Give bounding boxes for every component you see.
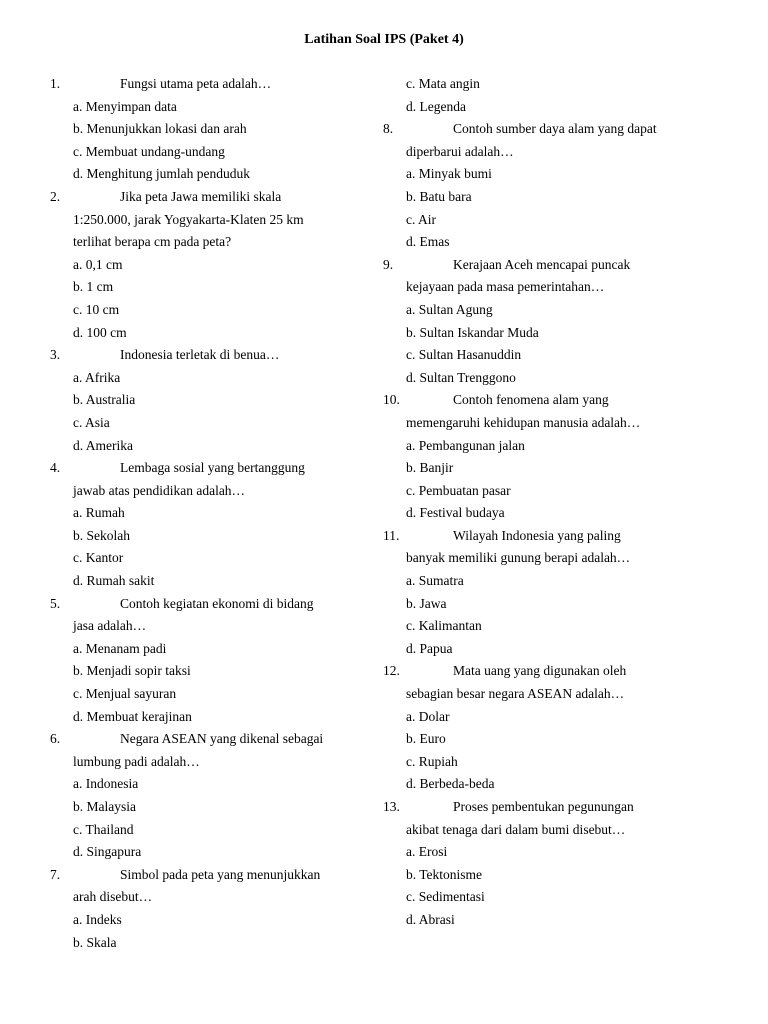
left-column bbox=[50, 74, 370, 955]
question-line bbox=[383, 255, 703, 278]
answer-option: c. Kantor bbox=[73, 550, 124, 566]
answer-option: d. Rumah sakit bbox=[73, 573, 155, 589]
answer-option: b. 1 cm bbox=[73, 279, 114, 295]
answer-option: d. Sultan Trenggono bbox=[406, 369, 516, 385]
answer-option: d. Menghitung jumlah penduduk bbox=[73, 166, 250, 182]
question-text: Contoh sumber daya alam yang dapat bbox=[453, 121, 657, 137]
answer-option: c. Kalimantan bbox=[406, 618, 482, 634]
answer-option: d. Legenda bbox=[406, 98, 466, 114]
answer-option: b. Euro bbox=[406, 731, 446, 747]
question-line bbox=[50, 729, 370, 752]
question-continuation: memengaruhi kehidupan manusia adalah… bbox=[406, 414, 641, 430]
answer-option: a. 0,1 cm bbox=[73, 256, 123, 272]
answer-option: d. Papua bbox=[406, 640, 453, 656]
question-text: Negara ASEAN yang dikenal sebagai bbox=[120, 731, 324, 747]
answer-option: c. Sultan Hasanuddin bbox=[406, 347, 522, 363]
answer-option: c. Thailand bbox=[73, 821, 134, 837]
answer-option: b. Menjadi sopir taksi bbox=[73, 663, 191, 679]
answer-option: d. Emas bbox=[406, 234, 450, 250]
answer-option: d. Festival budaya bbox=[406, 505, 505, 521]
question-line bbox=[383, 119, 703, 142]
answer-option: b. Menunjukkan lokasi dan arah bbox=[73, 121, 247, 137]
question-number: 10. bbox=[383, 392, 400, 408]
question-continuation: jasa adalah… bbox=[73, 618, 147, 634]
question-text: Kerajaan Aceh mencapai puncak bbox=[453, 256, 631, 272]
answer-option: d. Berbeda-beda bbox=[406, 776, 495, 792]
answer-option: b. Banjir bbox=[406, 460, 454, 476]
answer-option: a. Indonesia bbox=[73, 776, 139, 792]
answer-option: a. Pembangunan jalan bbox=[406, 437, 525, 453]
question-continuation: akibat tenaga dari dalam bumi disebut… bbox=[406, 821, 626, 837]
question-number: 1. bbox=[50, 76, 61, 91]
question-number: 2. bbox=[50, 188, 61, 204]
question-continuation: banyak memiliki gunung berapi adalah… bbox=[406, 550, 631, 566]
answer-option: c. Mata angin bbox=[406, 76, 480, 91]
question-text: Contoh kegiatan ekonomi di bidang bbox=[120, 595, 314, 611]
answer-option: c. Membuat undang-undang bbox=[73, 143, 225, 159]
question-text: Wilayah Indonesia yang paling bbox=[453, 527, 621, 543]
answer-option: a. Erosi bbox=[406, 844, 448, 860]
question-number: 6. bbox=[50, 731, 61, 747]
answer-option: b. Skala bbox=[73, 934, 117, 950]
answer-option: a. Menyimpan data bbox=[73, 98, 177, 114]
answer-option: a. Dolar bbox=[406, 708, 450, 724]
answer-option: d. 100 cm bbox=[73, 324, 127, 340]
question-text: Indonesia terletak di benua… bbox=[120, 347, 280, 363]
question-continuation: lumbung padi adalah… bbox=[73, 753, 200, 769]
question-number: 7. bbox=[50, 866, 61, 882]
question-line bbox=[50, 458, 370, 481]
question-continuation: terlihat berapa cm pada peta? bbox=[73, 234, 232, 250]
answer-option: c. Rupiah bbox=[406, 753, 458, 769]
answer-option: a. Rumah bbox=[73, 505, 125, 521]
answer-option: b. Australia bbox=[73, 392, 136, 408]
answer-option: b. Jawa bbox=[406, 595, 447, 611]
question-continuation: sebagian besar negara ASEAN adalah… bbox=[406, 686, 625, 702]
question-number: 5. bbox=[50, 595, 61, 611]
answer-option: c. Sedimentasi bbox=[406, 889, 485, 905]
question-text: Simbol pada peta yang menunjukkan bbox=[120, 866, 321, 882]
question-line bbox=[383, 661, 703, 684]
question-number: 13. bbox=[383, 799, 400, 814]
answer-option: a. Sumatra bbox=[406, 573, 464, 589]
question-number: 4. bbox=[50, 460, 61, 476]
answer-option: b. Sultan Iskandar Muda bbox=[406, 324, 539, 340]
question-number: 12. bbox=[383, 663, 400, 679]
question-text: Jika peta Jawa memiliki skala bbox=[120, 188, 282, 204]
question-line bbox=[50, 594, 370, 617]
question-text: Mata uang yang digunakan oleh bbox=[453, 663, 627, 679]
question-continuation: jawab atas pendidikan adalah… bbox=[73, 482, 246, 498]
answer-option: d. Membuat kerajinan bbox=[73, 708, 192, 724]
answer-option: c. Pembuatan pasar bbox=[406, 482, 511, 498]
answer-option: a. Minyak bumi bbox=[406, 166, 492, 182]
question-line bbox=[50, 345, 370, 368]
page-title: Latihan Soal IPS (Paket 4) bbox=[304, 32, 464, 47]
answer-option: c. Air bbox=[406, 211, 436, 227]
answer-option: a. Sultan Agung bbox=[406, 301, 493, 317]
question-number: 11. bbox=[383, 527, 400, 543]
answer-option: b. Sekolah bbox=[73, 527, 130, 543]
question-continuation: kejayaan pada masa pemerintahan… bbox=[406, 279, 605, 295]
question-continuation: 1:250.000, jarak Yogyakarta-Klaten 25 km bbox=[73, 211, 304, 227]
question-number: 9. bbox=[383, 256, 394, 272]
answer-option: a. Indeks bbox=[73, 911, 122, 927]
answer-option: d. Amerika bbox=[73, 437, 133, 453]
question-line bbox=[50, 187, 370, 210]
answer-option: a. Menanam padi bbox=[73, 640, 167, 656]
question-continuation: diperbarui adalah… bbox=[406, 143, 514, 159]
question-continuation: arah disebut… bbox=[73, 889, 153, 905]
answer-option: b. Batu bara bbox=[406, 188, 472, 204]
answer-option: c. 10 cm bbox=[73, 301, 120, 317]
question-text: Fungsi utama peta adalah… bbox=[120, 76, 272, 91]
question-text: Lembaga sosial yang bertanggung bbox=[120, 460, 305, 476]
question-number: 8. bbox=[383, 121, 394, 137]
question-text: Proses pembentukan pegunungan bbox=[453, 799, 634, 814]
answer-option: b. Tektonisme bbox=[406, 866, 483, 882]
answer-option: b. Malaysia bbox=[73, 799, 136, 814]
answer-option: a. Afrika bbox=[73, 369, 121, 385]
question-text: Contoh fenomena alam yang bbox=[453, 392, 609, 408]
right-column bbox=[383, 74, 703, 933]
answer-option: d. Singapura bbox=[73, 844, 142, 860]
question-line bbox=[50, 865, 370, 888]
answer-option: c. Menjual sayuran bbox=[73, 686, 177, 702]
question-number: 3. bbox=[50, 347, 61, 363]
question-line bbox=[383, 390, 703, 413]
answer-option: c. Asia bbox=[73, 414, 110, 430]
question-line bbox=[50, 74, 370, 97]
question-line bbox=[383, 797, 703, 820]
question-line bbox=[383, 526, 703, 549]
answer-option: d. Abrasi bbox=[406, 911, 455, 927]
